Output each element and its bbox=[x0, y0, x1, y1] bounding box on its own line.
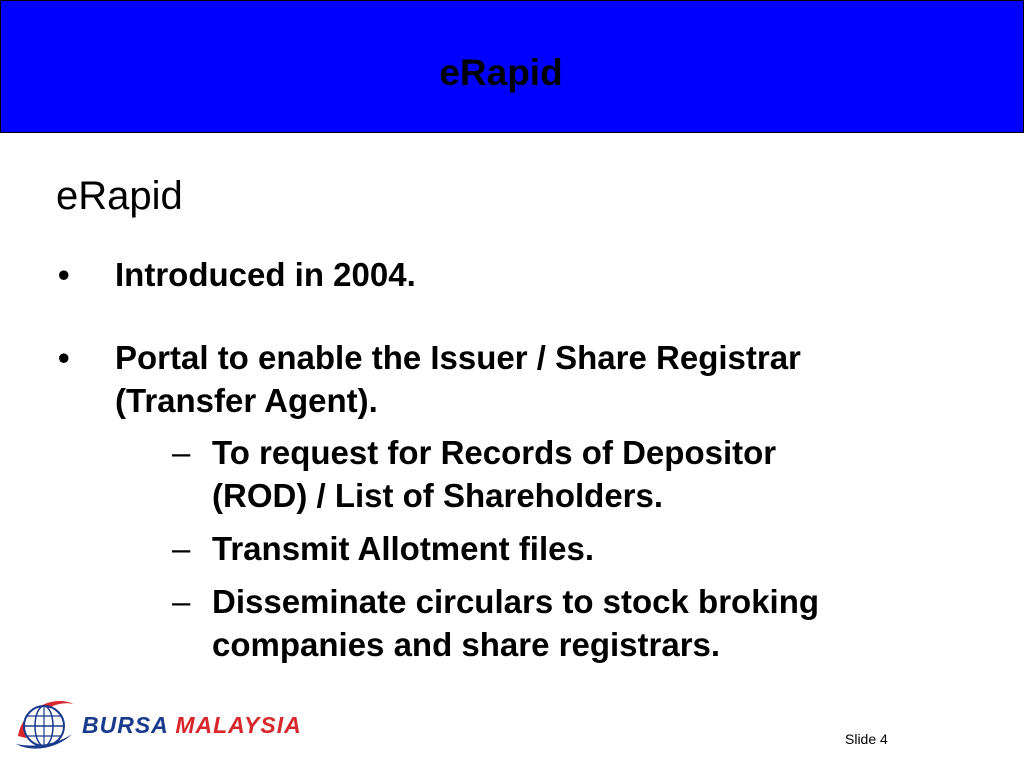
slide-number: Slide 4 bbox=[845, 731, 888, 747]
bullet-marker: • bbox=[58, 256, 70, 293]
sub-bullet-text: Disseminate circulars to stock broking bbox=[212, 583, 820, 620]
bullet-marker: • bbox=[58, 339, 70, 376]
title-bar bbox=[0, 0, 1024, 133]
globe-icon bbox=[12, 690, 78, 756]
logo-word-malaysia: MALAYSIA bbox=[175, 712, 302, 738]
slide-heading: eRapid bbox=[56, 174, 183, 218]
dash-marker: – bbox=[172, 530, 191, 567]
bullet-text: Introduced in 2004. bbox=[115, 256, 416, 293]
sub-bullet-text: companies and share registrars. bbox=[212, 626, 721, 663]
dash-marker: – bbox=[172, 434, 191, 471]
dash-marker: – bbox=[172, 583, 191, 620]
logo-word-bursa: BURSA bbox=[82, 712, 168, 738]
bullet-text: Portal to enable the Issuer / Share Registrar bbox=[115, 339, 801, 376]
sub-bullet-text: Transmit Allotment files. bbox=[212, 530, 595, 567]
sub-bullet-text: To request for Records of Depositor bbox=[212, 434, 777, 471]
logo-wordmark bbox=[82, 712, 302, 739]
bullet-text: (Transfer Agent). bbox=[115, 382, 378, 419]
slide-title: eRapid bbox=[439, 52, 563, 93]
bursa-malaysia-logo bbox=[12, 690, 357, 756]
sub-bullet-text: (ROD) / List of Shareholders. bbox=[212, 477, 664, 514]
